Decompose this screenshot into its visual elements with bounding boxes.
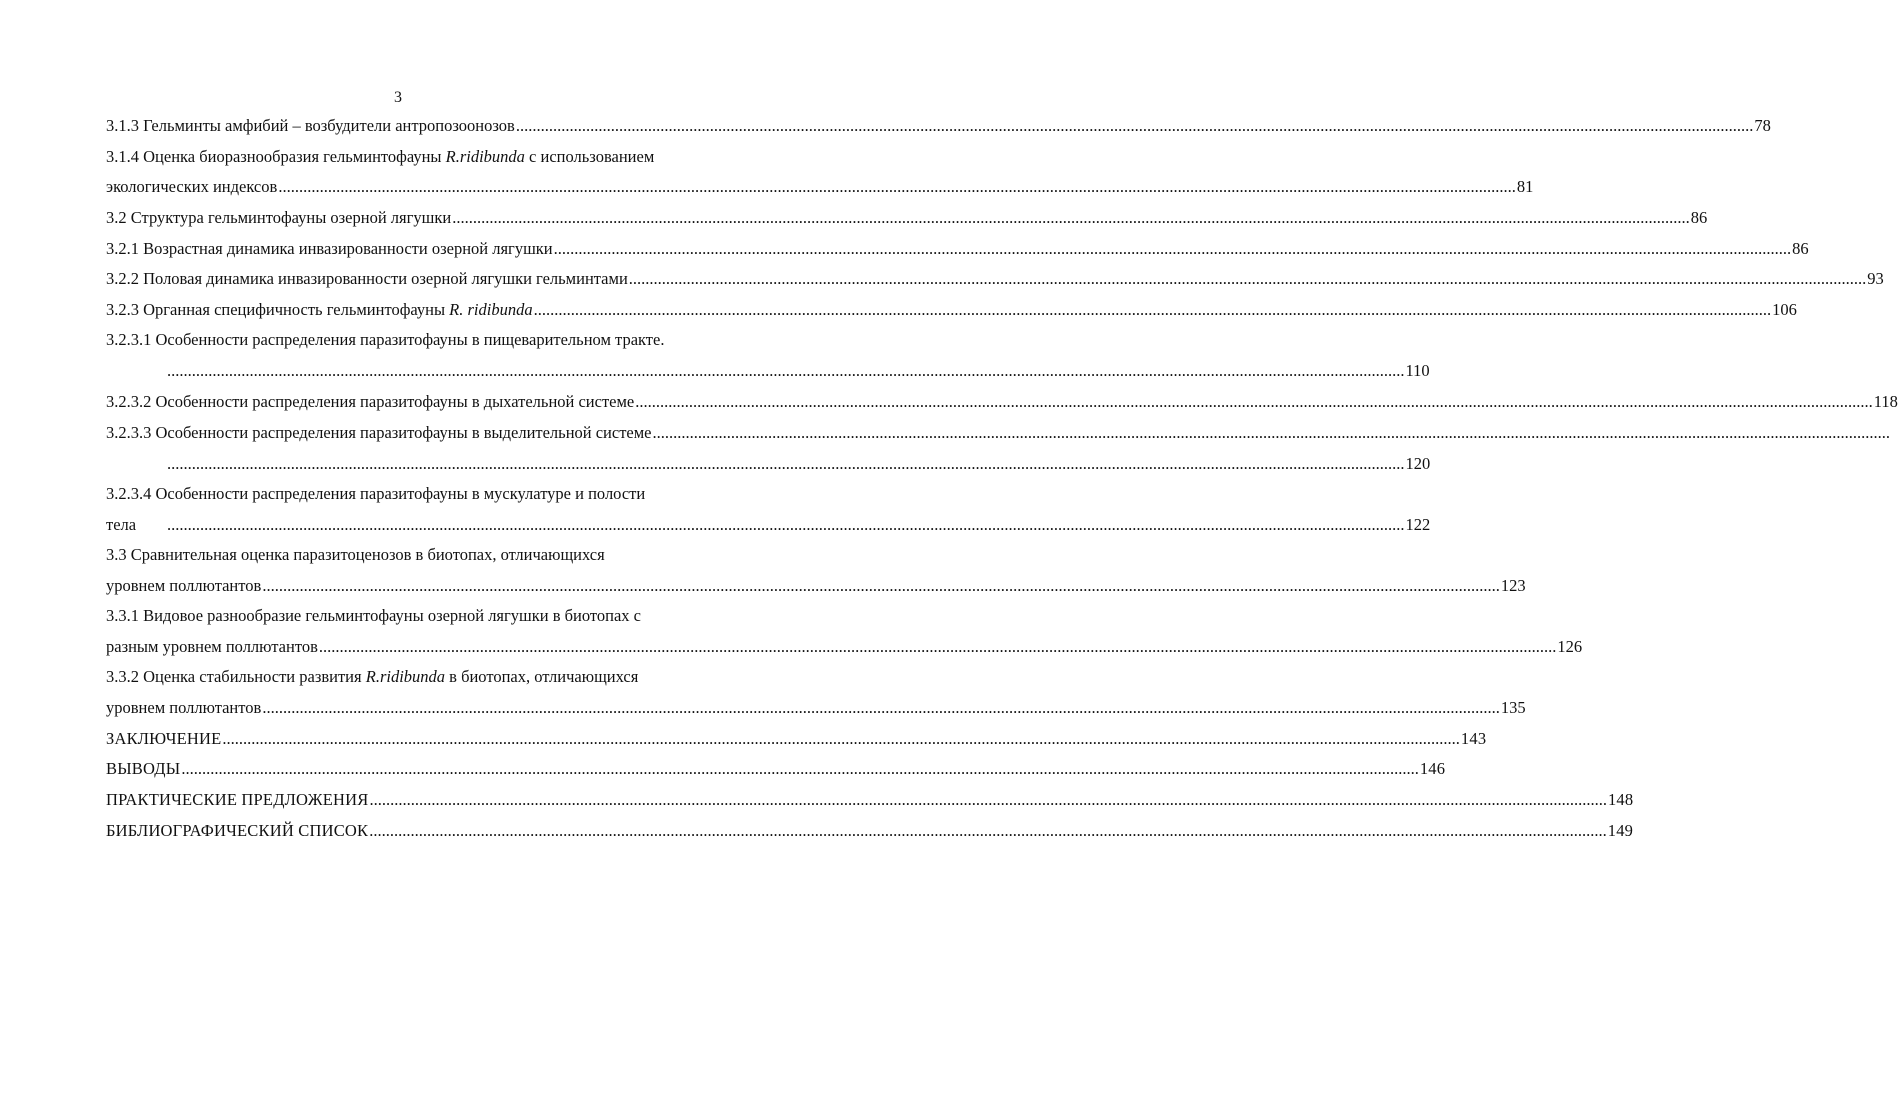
dot-leader: ............................................................................................................................................................................................................................................................................................................ xyxy=(369,821,1607,840)
toc-entry-continuation[interactable] xyxy=(106,696,1526,718)
toc-entry-label: разным уровнем поллютантов xyxy=(106,637,318,656)
toc-entry[interactable] xyxy=(106,788,1634,810)
dot-leader: ............................................................................................................................................................................................................................................................................................................ xyxy=(533,300,1772,319)
toc-entry-label: уровнем поллютантов xyxy=(106,576,262,595)
toc-entry-page: 123 xyxy=(1500,576,1526,595)
toc-entry-label: 3.2.3.3 Особенности распределения паразитофауны в выделительной системе xyxy=(106,423,652,442)
dot-leader: ............................................................................................................................................................................................................................................................................................................ xyxy=(181,759,1419,778)
toc-entry-page: 86 xyxy=(1792,239,1809,258)
toc-entry[interactable] xyxy=(106,819,1634,841)
toc-entry[interactable] xyxy=(106,267,1884,289)
dot-leader: ............................................................................................................................................................................................................................................................................................................ xyxy=(278,177,1516,196)
toc-entry-continuation[interactable] xyxy=(166,359,1430,381)
toc-entry[interactable] xyxy=(106,665,746,687)
toc-entry[interactable] xyxy=(106,206,1708,228)
toc-entry-page: 126 xyxy=(1557,637,1583,656)
toc-entry-continuation[interactable] xyxy=(106,175,1534,197)
toc-entry-label: экологических индексов xyxy=(106,177,278,196)
toc-entry-page: 143 xyxy=(1460,729,1487,748)
toc-entry-label: 3.2.1 Возрастная динамика инвазированности озерной лягушки xyxy=(106,239,553,258)
toc-entry-label: 3.2.3.2 Особенности распределения паразитофауны в дыхательной системе xyxy=(106,392,635,411)
toc-entry-label: 3.1.3 Гельминты амфибий – возбудители антропозоонозов xyxy=(106,116,515,135)
dot-leader: ............................................................................................................................................................................................................................................................................................................ xyxy=(262,698,1500,717)
dot-leader: ............................................................................................................................................................................................................................................................................................................ xyxy=(167,515,1405,534)
toc-entry-page: 120 xyxy=(1405,454,1431,473)
species-name: R.ridibunda xyxy=(445,147,525,166)
toc-entry-page: 148 xyxy=(1607,790,1634,809)
toc-entry-label: 3.2.2 Половая динамика инвазированности озерной лягушки гельминтами xyxy=(106,269,628,288)
toc-entry-continuation[interactable] xyxy=(106,574,1526,596)
toc-entry-page: 110 xyxy=(1405,361,1430,380)
dot-leader: ............................................................................................................................................................................................................................................................................................................ xyxy=(167,361,1405,380)
dot-leader: ............................................................................................................................................................................................................................................................................................................ xyxy=(452,208,1690,227)
dot-leader: ............................................................................................................................................................................................................................................................................................................ xyxy=(652,423,1890,442)
toc-entry-label: 3.2.3 Органная специфичность гельминтофауны R. ridibunda xyxy=(106,300,533,319)
toc-entry-label: ЗАКЛЮЧЕНИЕ xyxy=(106,729,222,748)
toc-entry[interactable] xyxy=(106,421,1890,443)
toc-entry[interactable] xyxy=(106,390,1898,412)
toc-entry-label: ВЫВОДЫ xyxy=(106,759,181,778)
dot-leader: ............................................................................................................................................................................................................................................................................................................ xyxy=(222,729,1460,748)
species-name: R. ridibunda xyxy=(449,300,533,319)
toc-entry-label: 3.3.2 Оценка стабильности развития R.ridibunda в биотопах, отличающихся xyxy=(106,667,639,686)
toc-entry-page: 149 xyxy=(1607,821,1634,840)
toc-entry-page: 122 xyxy=(1405,515,1431,534)
toc-entry[interactable] xyxy=(106,114,1771,136)
toc-entry-continuation[interactable] xyxy=(106,635,1583,657)
toc-entry-label: БИБЛИОГРАФИЧЕСКИЙ СПИСОК xyxy=(106,821,369,840)
species-name: R.ridibunda xyxy=(365,667,446,686)
dot-leader: ............................................................................................................................................................................................................................................................................................................ xyxy=(262,576,1500,595)
toc-entry[interactable] xyxy=(106,604,746,626)
toc-entry-label: 3.2.3.4 Особенности распределения паразитофауны в мускулатуре и полости xyxy=(106,484,646,503)
toc-entry-label: 3.2 Структура гельминтофауны озерной лягушки xyxy=(106,208,452,227)
toc-entry-page: 118 xyxy=(1873,392,1898,411)
dot-leader: ............................................................................................................................................................................................................................................................................................................ xyxy=(553,239,1792,258)
toc-entry[interactable] xyxy=(106,482,746,504)
toc-entry[interactable] xyxy=(106,237,1809,259)
toc-entry[interactable] xyxy=(106,543,746,565)
dot-leader: ............................................................................................................................................................................................................................................................................................................ xyxy=(635,392,1873,411)
toc-entry-page: 86 xyxy=(1690,208,1708,227)
toc-entry-label: тела xyxy=(106,515,137,534)
toc-entry-continuation[interactable] xyxy=(166,452,1431,474)
toc-entry-page: 81 xyxy=(1516,177,1534,196)
toc-entry[interactable] xyxy=(106,328,746,350)
dot-leader: ............................................................................................................................................................................................................................................................................................................ xyxy=(628,269,1867,288)
toc-entry-label: 3.1.4 Оценка биоразнообразия гельминтофауны R.ridibunda с использованием xyxy=(106,147,655,166)
toc-entry-label: 3.3.1 Видовое разнообразие гельминтофауны озерной лягушки в биотопах с xyxy=(106,606,641,625)
dot-leader: ............................................................................................................................................................................................................................................................................................................ xyxy=(515,116,1754,135)
toc-entry-continuation[interactable] xyxy=(106,513,1431,535)
page-number: 3 xyxy=(394,89,402,106)
toc-entry-label: 3.2.3.1 Особенности распределения паразитофауны в пищеварительном тракте. xyxy=(106,330,665,349)
toc-entry-label: 3.3 Сравнительная оценка паразитоценозов в биотопах, отличающихся xyxy=(106,545,605,564)
dot-leader: ............................................................................................................................................................................................................................................................................................................ xyxy=(369,790,1607,809)
toc-entry-page: 146 xyxy=(1419,759,1446,778)
dot-leader: ............................................................................................................................................................................................................................................................................................................ xyxy=(167,454,1405,473)
toc-entry[interactable] xyxy=(106,727,1487,749)
toc-entry-page: 135 xyxy=(1500,698,1526,717)
toc-entry-label: уровнем поллютантов xyxy=(106,698,262,717)
toc-entry-page: 106 xyxy=(1772,300,1797,319)
toc-entry-page: 78 xyxy=(1754,116,1771,135)
toc-entry[interactable] xyxy=(106,757,1446,779)
toc-entry[interactable] xyxy=(106,145,746,167)
toc-entry-page: 93 xyxy=(1867,269,1884,288)
toc-entry[interactable] xyxy=(106,298,1797,320)
dot-leader: ............................................................................................................................................................................................................................................................................................................ xyxy=(318,637,1557,656)
toc-entry-label: ПРАКТИЧЕСКИЕ ПРЕДЛОЖЕНИЯ xyxy=(106,790,369,809)
